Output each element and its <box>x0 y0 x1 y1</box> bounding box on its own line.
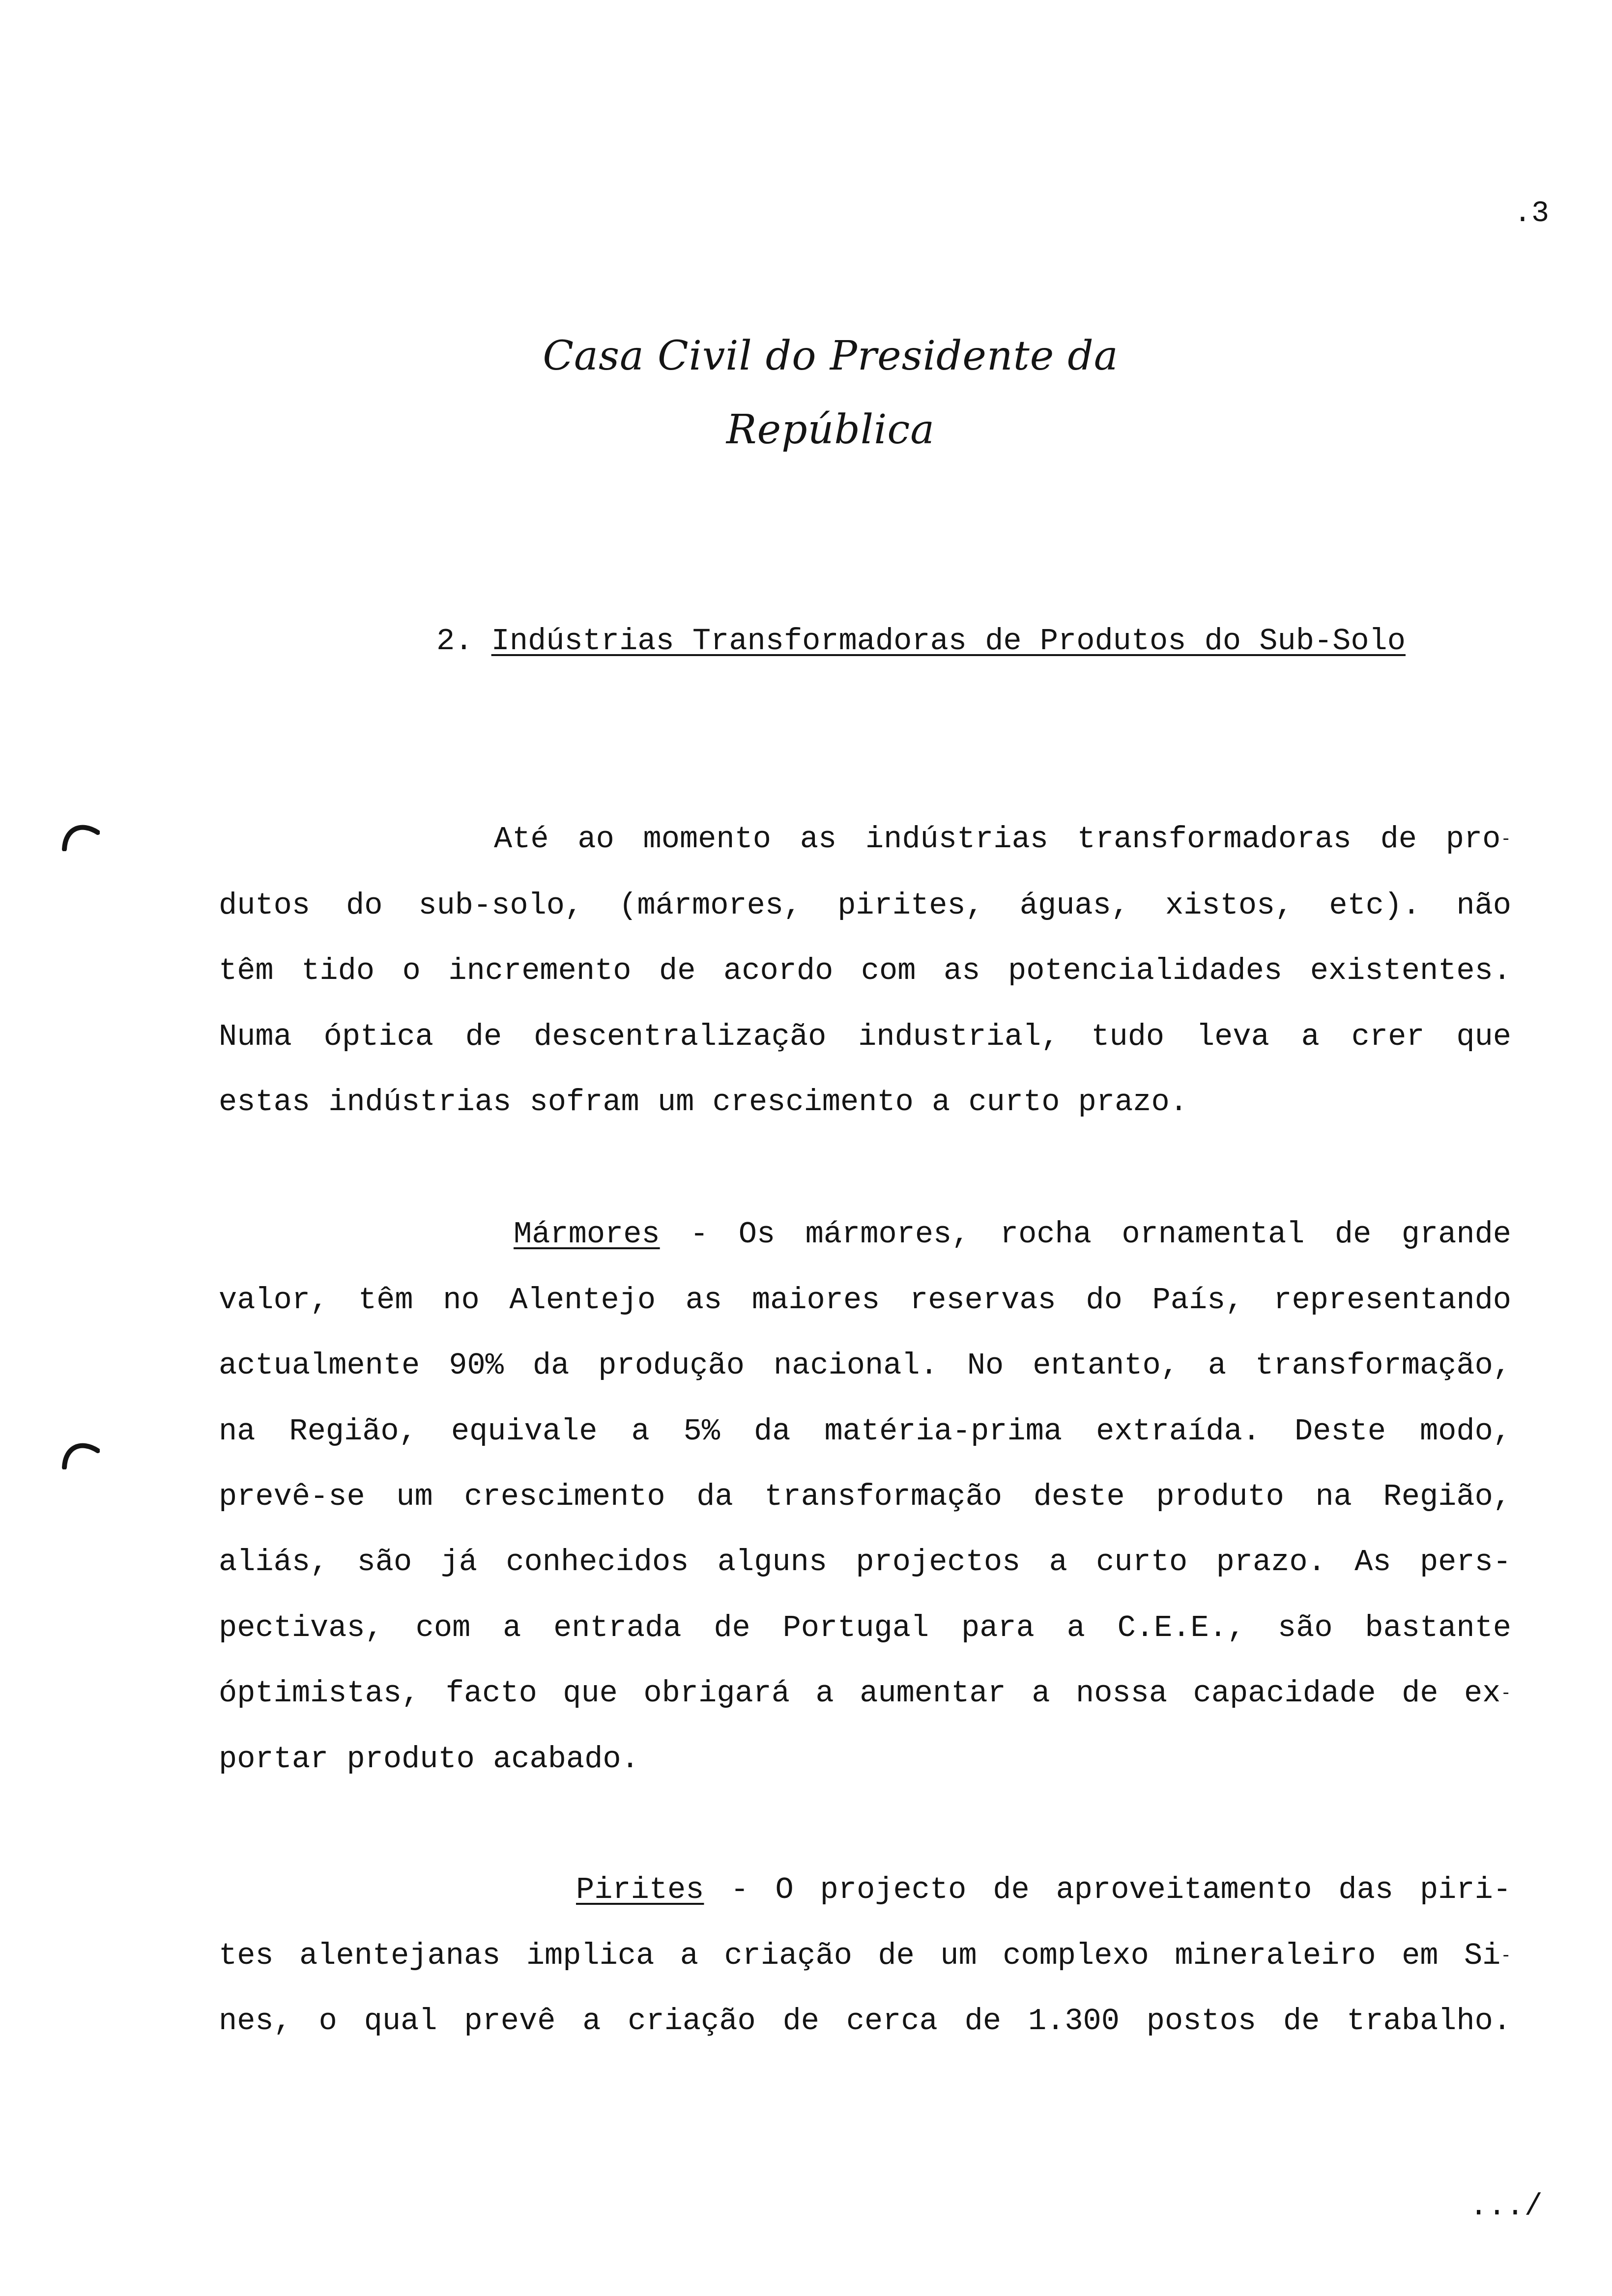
paragraph-line: aliás, são já conhecidos alguns projectos a curto prazo. As pers- <box>219 1545 1511 1579</box>
hyphen-mark: - <box>1500 1946 1511 1966</box>
paragraph-line: prevê-se um crescimento da transformação deste produto na Região, <box>219 1479 1511 1514</box>
hyphen-mark: - <box>1500 829 1511 849</box>
paragraph-line: têm tido o incremento de acordo com as potencialidades existentes. <box>219 953 1511 988</box>
paragraph-line: tes alentejanas implica a criação de um complexo mineraleiro em Si- <box>219 1938 1511 1973</box>
paragraph-line: valor, têm no Alentejo as maiores reservas do País, representando <box>219 1283 1511 1318</box>
paragraph-line: na Região, equivale a 5% da matéria-prima extraída. Deste modo, <box>219 1414 1511 1449</box>
continuation-mark: .../ <box>1469 2189 1543 2224</box>
paragraph-line: estas indústrias sofram um crescimento a curto prazo. <box>219 1085 1188 1119</box>
section-number: 2. <box>436 624 473 659</box>
section-title: Indústrias Transformadoras de Produtos do Sub-Solo <box>491 624 1406 659</box>
paragraph-line: Mármores - Os mármores, rocha ornamental de grande <box>514 1217 1511 1252</box>
paragraph-line: dutos do sub-solo, (mármores, pirites, águas, xistos, etc). não <box>219 888 1511 923</box>
hyphen-mark: - <box>1500 1683 1511 1703</box>
section-heading <box>436 619 1406 663</box>
paragraph-line: portar produto acabado. <box>219 1742 639 1777</box>
paragraph-line: Numa óptica de descentralização industrial, tudo leva a crer que <box>219 1019 1511 1054</box>
letterhead: Casa Civil do Presidente da República <box>543 333 1119 453</box>
paragraph-line: Pirites - O projecto de aproveitamento das piri- <box>576 1872 1511 1907</box>
marmores-term: Mármores <box>514 1217 660 1252</box>
paragraph-line: nes, o qual prevê a criação de cerca de 1.300 postos de trabalho. <box>219 2004 1511 2038</box>
paragraph-line: Até ao momento as indústrias transformadoras de pro- <box>494 822 1511 857</box>
punch-hole-top-icon <box>61 820 100 851</box>
paragraph-line: actualmente 90% da produção nacional. No entanto, a transformação, <box>219 1348 1511 1383</box>
punch-hole-bottom-icon <box>61 1438 100 1469</box>
page-number: .3 <box>1514 197 1550 230</box>
paragraph-line: óptimistas, facto que obrigará a aumentar a nossa capacidade de ex- <box>219 1676 1511 1711</box>
pirites-term: Pirites <box>576 1872 704 1907</box>
paragraph-line: pectivas, com a entrada de Portugal para a C.E.E., são bastante <box>219 1610 1511 1645</box>
